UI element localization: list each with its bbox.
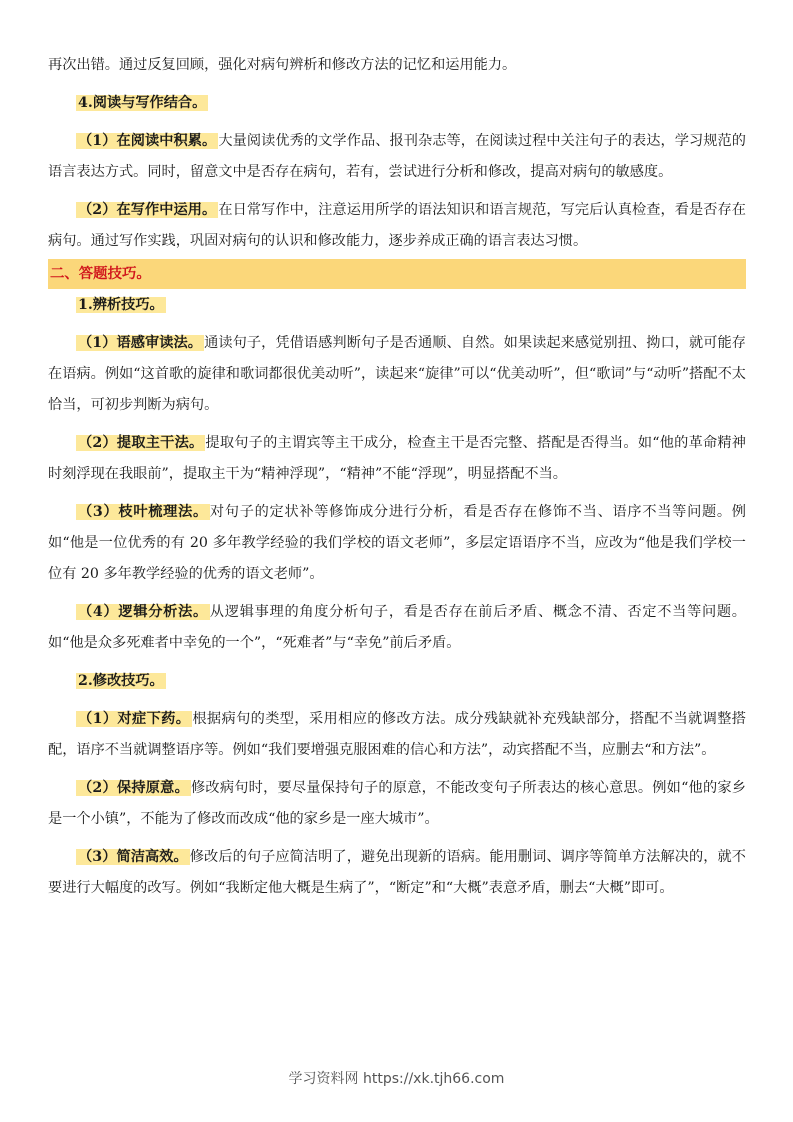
analysis-item-2-text: 提取句子的主谓宾等主干成分，检查主干是否完整、搭配是否得当。如“他的革命精神时刻浮现在我眼前”，提取主干为“精神浮现”，“精神”不能“浮现”，明显搭配不当。 (48, 435, 746, 482)
reading-item-1-text: 大量阅读优秀的文学作品、报刊杂志等，在阅读过程中关注句子的表达，学习规范的语言表达方式。同时，留意文中是否存在病句，若有，尝试进行分析和修改，提高对病句的敏感度。 (48, 133, 746, 180)
revision-item-3-label: （3）简洁高效。 (78, 849, 188, 865)
analysis-item-1 (48, 328, 746, 421)
reading-item-2-label: （2）在写作中运用。 (78, 202, 217, 218)
revision-item-1 (48, 704, 746, 766)
revision-item-2-label: （2）保持原意。 (78, 780, 189, 796)
analysis-item-3-text: 对句子的定状补等修饰成分进行分析，看是否存在修饰不当、语序不当等问题。例如“他是一位优秀的有 20 多年教学经验的我们学校的语文老师”，多层定语语序不当，应改为“他是我们学校一位有 20 多年教学经验的优秀的语文老师”。 (48, 504, 746, 582)
reading-writing-heading-text: 4.阅读与写作结合。 (78, 95, 207, 111)
reading-writing-heading (48, 88, 746, 119)
analysis-heading (48, 290, 746, 321)
reading-item-2 (48, 195, 746, 257)
revision-item-1-label: （1）对症下药。 (78, 711, 191, 727)
reading-item-1-label: （1）在阅读中积累。 (78, 133, 217, 149)
reading-item-2-text: 在日常写作中，注意运用所学的语法知识和语言规范，写完后认真检查，看是否存在病句。通过写作实践，巩固对病句的认识和修改能力，逐步养成正确的语言表达习惯。 (48, 202, 746, 249)
reading-item-1 (48, 126, 746, 188)
analysis-item-3-label: （3）枝叶梳理法。 (78, 504, 208, 520)
analysis-item-4-text: 从逻辑事理的角度分析句子，看是否存在前后矛盾、概念不清、否定不当等问题。如“他是众多死难者中幸免的一个”，“死难者”与“幸免”前后矛盾。 (48, 604, 746, 651)
intro-paragraph: 再次出错。通过反复回顾，强化对病句辨析和修改方法的记忆和运用能力。 (48, 57, 517, 73)
footer-watermark: 学习资料网 https://xk.tjh66.com (288, 1071, 505, 1087)
revision-item-2-text: 修改病句时，要尽量保持句子的原意，不能改变句子所表达的核心意思。例如“他的家乡是一个小镇”，不能为了修改而改成“他的家乡是一座大城市”。 (48, 780, 746, 827)
revision-heading-text: 2.修改技巧。 (78, 673, 164, 689)
revision-heading (48, 666, 746, 697)
analysis-item-2-label: （2）提取主干法。 (78, 435, 204, 451)
revision-item-2 (48, 773, 746, 835)
section-title: 二、答题技巧。 (48, 259, 746, 289)
analysis-item-2 (48, 428, 746, 490)
document-page (48, 50, 746, 904)
revision-item-1-text: 根据病句的类型，采用相应的修改方法。成分残缺就补充残缺部分，搭配不当就调整搭配，语序不当就调整语序等。例如“我们要增强克服困难的信心和方法”，动宾搭配不当，应删去“和方法”。 (48, 711, 746, 758)
analysis-item-1-label: （1）语感审读法。 (78, 335, 203, 351)
revision-item-3 (48, 842, 746, 904)
analysis-item-4 (48, 597, 746, 659)
analysis-item-3 (48, 497, 746, 590)
revision-item-3-text: 修改后的句子应简洁明了，避免出现新的语病。能用删词、调序等简单方法解决的，就不要进行大幅度的改写。例如“我断定他大概是生病了”，“断定”和“大概”表意矛盾，删去“大概”即可。 (48, 849, 746, 896)
analysis-item-4-label: （4）逻辑分析法。 (78, 604, 208, 620)
analysis-item-1-text: 通读句子，凭借语感判断句子是否通顺、自然。如果读起来感觉别扭、拗口，就可能存在语病。例如“这首歌的旋律和歌词都很优美动听”，读起来“旋律”可以“优美动听”，但“歌词”与“动听”搭配不太恰当，可初步判断为病句。 (48, 335, 746, 413)
analysis-heading-text: 1.辨析技巧。 (78, 297, 164, 313)
